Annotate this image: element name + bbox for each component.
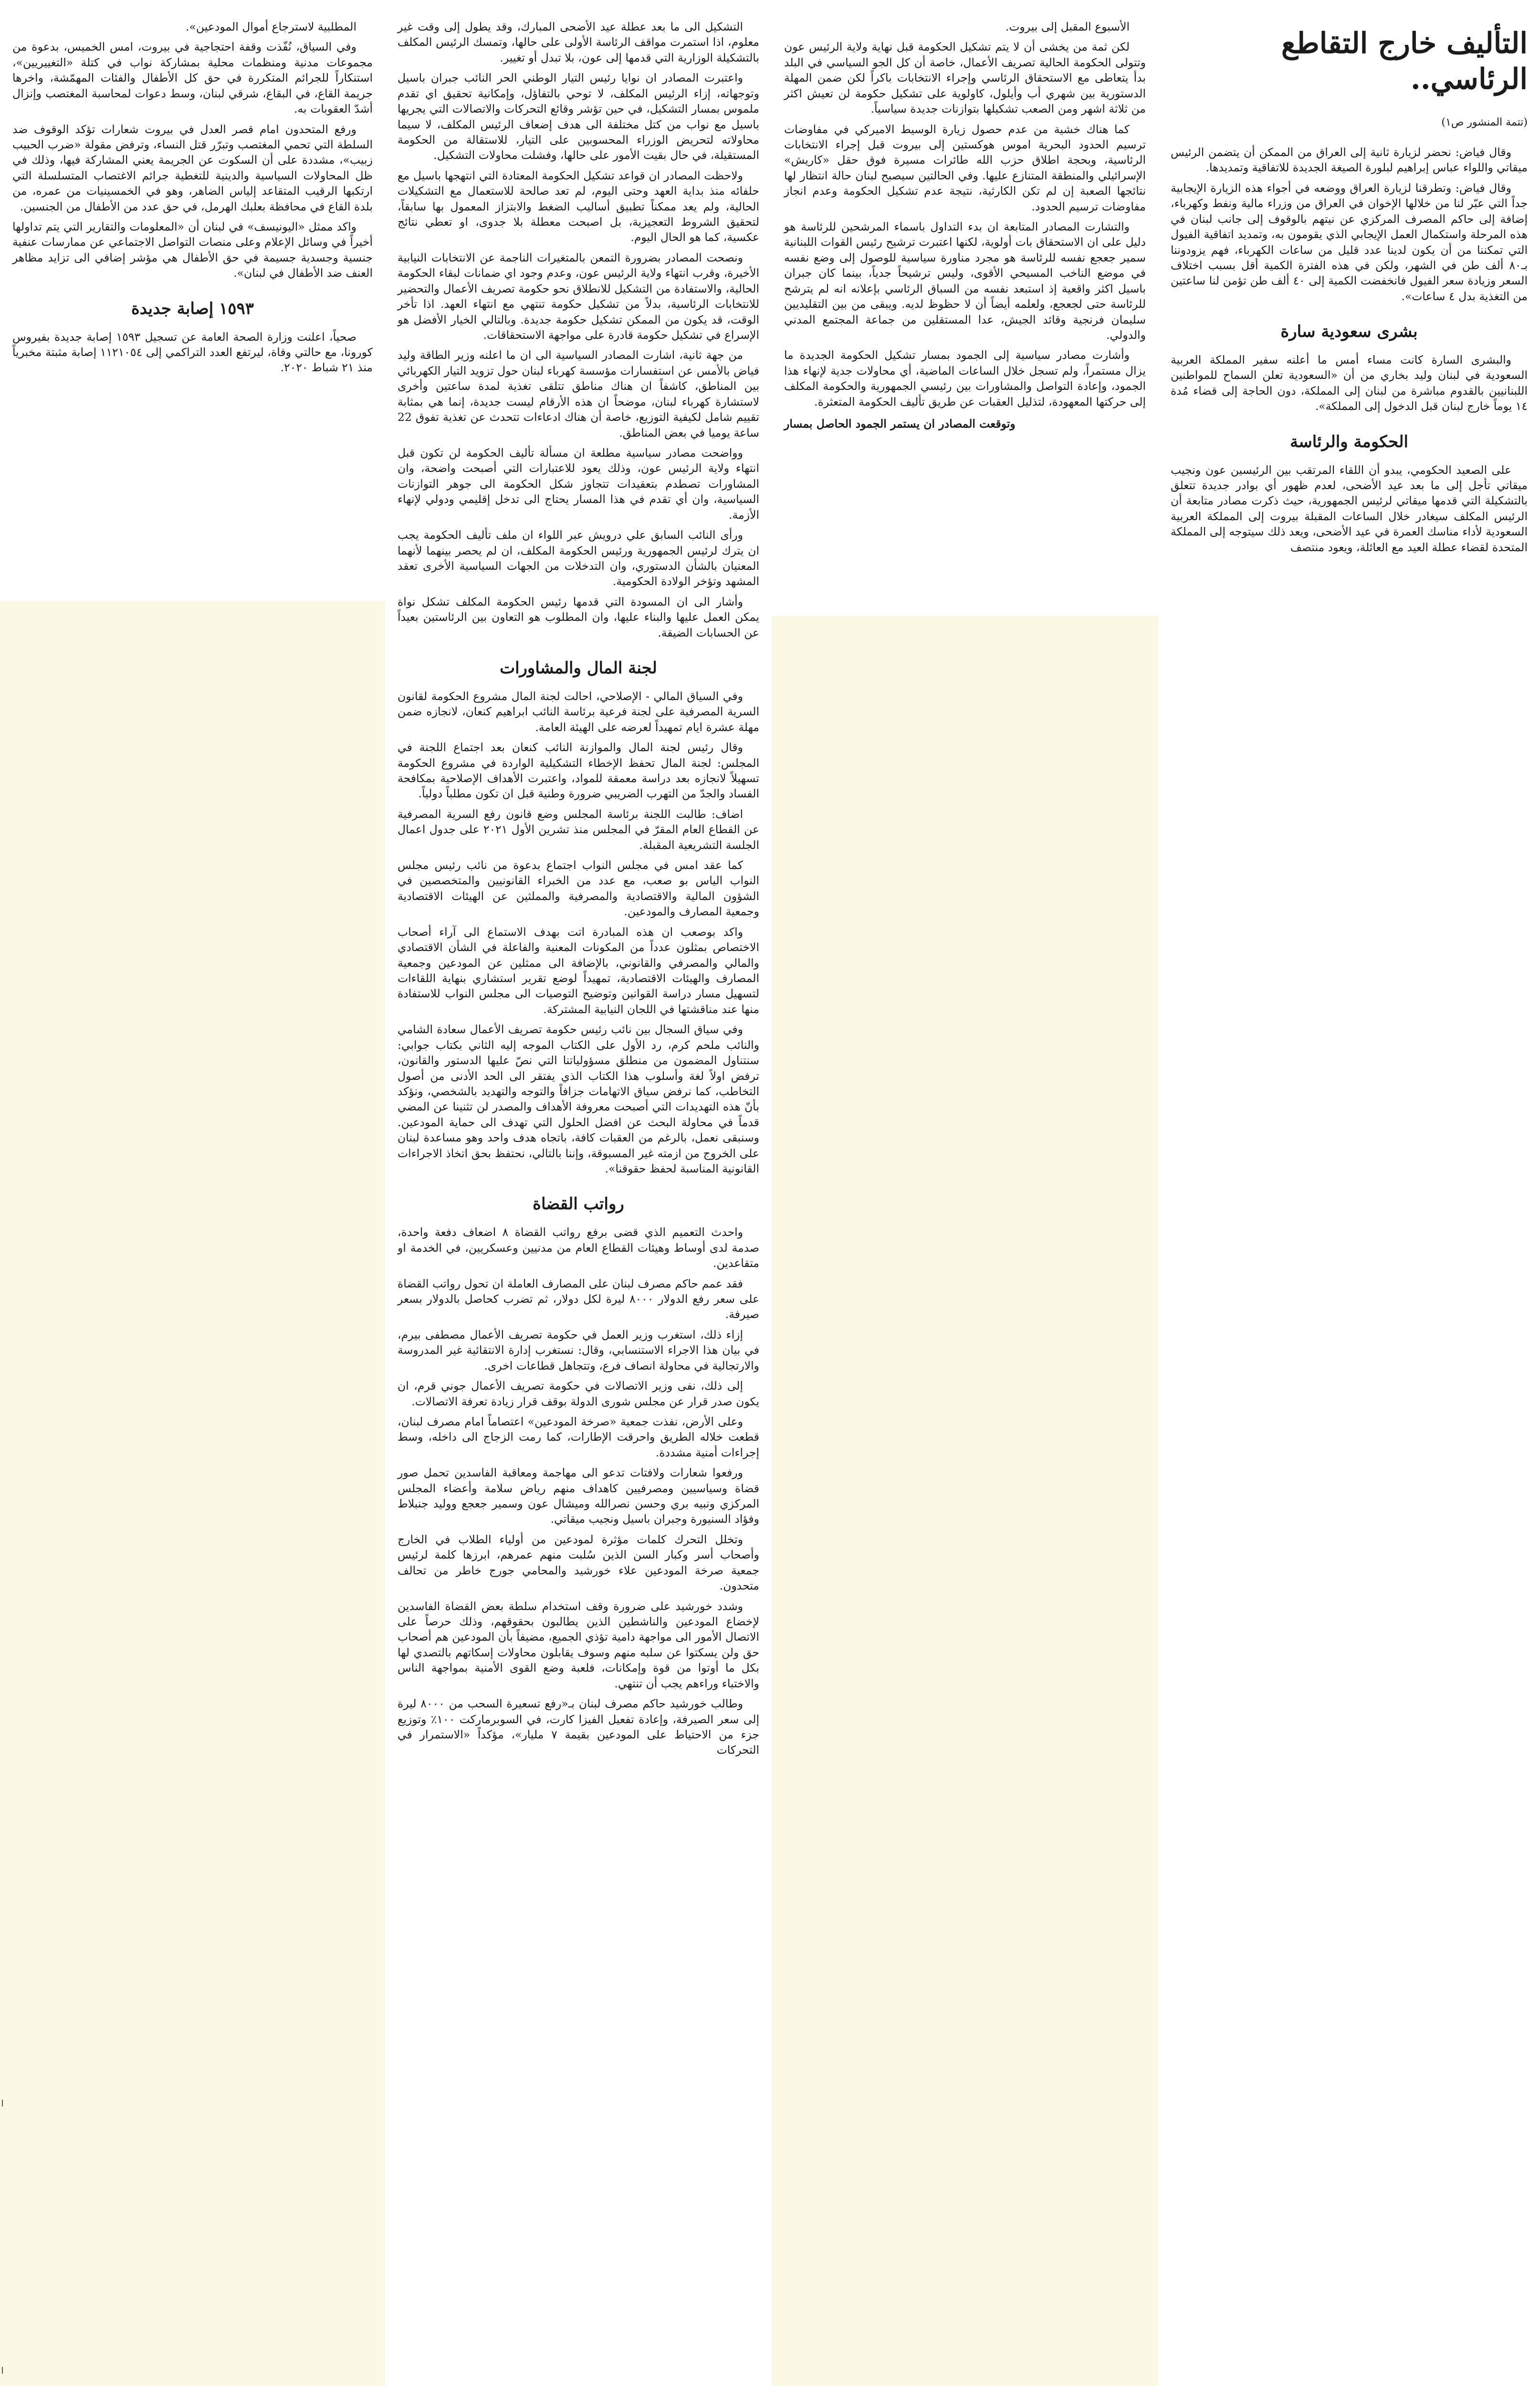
paragraph: وفي سياق السجال بين نائب رئيس حكومة تصريف الأعمال سعادة الشامي والنائب ملحم كرم، رد الأول على الكتاب الموجه إليه الثاني بكتاب جوابي: سنتناول المضمون من منطلق مسؤولياتنا التي نصّ عليها الدستور والقانون، ترفض اولاً لغة وأسلوب هذا الكتاب الذي يفتقر الى الحد الأدنى من أصول التخاطب، كما نرفض سياق الاتهامات جزافاً والتوجه والتهديد بالشخصي، ونؤكد بأنّ هذه التهديدات التي أصبحت معروفة الأهداف والمصدر لن تثنينا عن المضي قدماً في محاولة البحث عن افضل الحلول التي تهدف الى حماية المودعين. وسنبقى نعمل، بالرغم من العقبات كافة، باتجاه هدف واحد وهو مساعدة لبنان على الخروج من ازمته غير المسبوقة، وإننا بالتالي، نحتفظ بحق اتخاذ الاجراءات القانونية المناسبة لحفظ حقوقنا». [398,1023,759,1176]
paragraph: المطلبية لاسترجاع أموال المودعين». [186,20,356,33]
paragraph: كما هناك خشية من عدم حصول زيارة الوسيط الاميركي في مفاوضات ترسيم الحدود البحرية اموس هوكستين إلى بيروت قبل إجراء الانتخابات الرئاسية، وبحجة اطلاق حزب الله طائرات مسيرة فوق حقل «كاريش» الإسرائيلي والمنطقة المتنازع عليها. وفي الحالتين سيصبح لبنان حالة انتظار لها نتائجها الصعبة إن لم تكن الكارثية، نتيجة عدم تشكيل الحكومة وعدم انجاز مفاوضات ترسيم الحدود. [784,122,1146,213]
paragraph: وقال فياض: وتطرقنا لزيارة العراق ووضعه في أجواء هذه الزيارة الإيجابية جداً التي عبّر لنا من خلالها الإخوان في العراق من وزراء مالية ونفط وكهرباء، إضافة إلى حاكم المصرف المركزي عن نيتهم بالوقوف إلى جانب لبنان في هذه المرحلة واستكمال العمل الإيجابي الذي يقومون به، وتمديد اتفاقية الفيول التي تمكننا من أن يكون لدينا عدد قليل من ساعات الكهرباء، فهم يزودوننا بـ٨٠ ألف طن في الشهر، ولكن في هذه الفترة الكمية أقل بسبب اختلاف السعر وزيادة سعر الفيول فانخفضت الكمية إلى ٤٠ ألف طن تؤمن لنا ساعتين من التغذية بدل ٤ ساعات». [1171,181,1528,303]
margin-mark [2,2367,3,2374]
column-2 [772,0,1158,616]
margin-mark [2,2100,3,2106]
col1-body [1171,145,1528,304]
paragraph: لكن ثمة من يخشى أن لا يتم تشكيل الحكومة قبل نهاية ولاية الرئيس عون وتتولى الحكومة الحالية تصريف الأعمال، خاصة أن كل الجو السياسي في البلد بدأ يتعاطى مع الاستحقاق الرئاسي وإجراء الانتخابات باكراً لكن ضمن المهلة الدستورية بين شهري أب وأيلول، كاولوية على تشكيل حكومة لن تعيش اكثر من ثلاثة اشهر ومن الصعب تشكيلها بتوازنات جديدة سياسياً. [784,40,1146,116]
paragraph: واكد بوصعب ان هذه المبادرة اتت بهدف الاستماع الى آراء أصحاب الاختصاص بمثلون عدداً من المكونات المعنية والفاعلة في الشأن الاقتصادي والمالي والمصرفي والقانوني، بالإضافة الى ممثلين عن المودعين وجمعية المصارف والهيئات الاقتصادية، تمهيداً لوضع تقرير استشاري بنهاية اللقاءات لتسهيل مسار دراسة القوانين وتوضيح التوصيات الى مجلس النواب للاستفادة منها عند مناقشتها في اللجان النيابية المشتركة. [398,925,759,1016]
paragraph: وقال فياض: نحضر لزيارة ثانية إلى العراق من الممكن أن يتضمن الرئيس ميقاتي واللواء عباس إبراهيم لبلورة الصيغة الجديدة للاتفاقية وتمديدها. [1171,146,1528,175]
paragraph: وشدد خورشيد على ضرورة وقف استخدام سلطة بعض القضاة الفاسدين لإخضاع المودعين والناشطين الذين يطالبون بحقوقهم، وذلك حرصاً على الاتصال الأمور الى مواجهة دامية تؤذي الجميع، مضيفاً بأن المودعين هم أصحاب حق ولن يسكتوا عن سلبه منهم وسوف يقابلون محاولات إسكاتهم بالتصدي لها بكل ما أوتوا من قوة وإمكانات، فلعبة وضع القوى الأمنية بمواجهة الناس والاختباء وراءهم يجب أن تنتهي. [398,1599,759,1690]
paragraph: الأسبوع المقبل إلى بيروت. [1005,20,1130,33]
paragraph: وتخلل التحرك كلمات مؤثرة لمودعين من أولياء الطلاب في الخارج وأصحاب أسر وكبار السن الذين سُلبت منهم عمرهم، ابرزها كلمة لرئيس جمعية صرخة المودعين علاء خورشيد والمحامي جورج خاطر من تحالف متحدون. [398,1532,759,1593]
paragraph: وفي السياق، نُفّذت وقفة احتجاجية في بيروت، امس الخميس، بدعوة من مجموعات مدنية ومنظمات محلية بمشاركة نواب في كتلة «التغييريين»، استنكاراً للجرائم المتكررة في حق كل الأطفال والفئات المهمّشة، واخرها جريمة القاع، في البقاع، شرقي لبنان، وسط دعوات لمحاسبة المغتصب وإنزال أشدّ العقوبات به. [12,40,373,116]
continued-note: (تتمة المنشور ص١) [1441,116,1528,128]
paragraph: التشكيل الى ما بعد عطلة عيد الأضحى المبارك، وقد يطول إلى وقت غير معلوم، اذا استمرت مواقف الرئاسة الأولى على حالها، وتمسك الرئيس المكلف بالتشكيلة الوزارية التي قدمها إلى عون، بلا تبدل أو تغيير. [398,20,759,64]
paragraph: ولاحظت المصادر ان قواعد تشكيل الحكومة المعتادة التي انتهجها باسيل مع حلفائه منذ بداية العهد وحتى اليوم، لم تعد صالحة للاستعمال مع التشكيلات الحالية، ولم يعد ممكناً تطبيق أساليب الضغط والابتزاز المعمول بها سابقاً، لتحقيق الشروط التعجيزية، بل اصبحت معطلة بلا جدوى، او تعطي نتائج عكسية، كما هو الحال اليوم. [398,168,759,244]
paragraph: صحياً، اعلنت وزارة الصحة العامة عن تسجيل ١٥٩٣ إصابة جديدة بفيروس كورونا، مع حالتي وفاة، ليرتفع العدد التراكمي إلى ١١٢١٠٥٤ إصابة مثبتة مخبرياً منذ ٢١ شباط ٢٠٢٠. [12,330,373,375]
paragraph: وقال رئيس لجنة المال والموازنة النائب كنعان بعد اجتماع اللجنة في المجلس: لجنة المال تحفظ الإخطاء التشكيلية الواردة في مشروع الحكومة تسهيلاً لانجازه بعد دراسة معمقة للمواد، واعتبرت الأهداف الإصلاحية بمكافحة الفساد والجدّ من التهرب الضريبي ضرورة وطنية قبل ان تكون مطلباً دولياً. [398,741,759,801]
paragraph: إزاء ذلك، استغرب وزير العمل في حكومة تصريف الأعمال مصطفى بيرم، في بيان هذا الاجراء الاستنسابي، وقال: نستغرب إدارة الانتقائية غير المدروسة والارتجالية في محاولة انصاف فرع، وتتجاهل قطاعات اخرى. [398,1328,759,1372]
paragraph: والتشارت المصادر المتابعة ان بدء التداول باسماء المرشحين للرئاسة هو دليل على ان الاستحقاق بات أولوية، لكنها اعتبرت ترشيح رئيس القوات اللبنانية سمير جعجع نفسه للرئاسة هو مجرد مناورة سياسية للوصول إلى وضع نفسه في موضع الناخب المسيحي الأقوى، وليس ترشيحاً جدياً، بينما كان جبران باسيل اكثر واقعية إذ استبعد نفسه من السباق الرئاسي بإعلانه انه لم يترشح للرئاسة حتى لجعجع، ولعلمه أيضاً أن لا حظوظ لديه. ويبقى من بين التقليديين سليمان فرنجية وقائد الجيش، عدا المستقلين من جماعة المجتمع المدني والدولي. [784,220,1146,342]
paragraph: وعلى الأرض، نفذت جمعية «صرخة المودعين» اعتصاماً امام مصرف لبنان، قطعت خلاله الطريق واحرقت الإطارات، كما رمت الزجاج الى داخله، وسط إجراءات أمنية مشددة. [398,1414,759,1459]
subheading: لجنة المال والمشاورات [500,659,657,678]
paragraph: وأشارت مصادر سياسية إلى الجمود بمسار تشكيل الحكومة الجديدة ما يزال مستمراً، ولم تسجل خلال الساعات الماضية، أي محاولات جدية لإنهاء هذا الجمود، وإعادة التواصل والمشاورات بين رئيسي الجمهورية والحكومة المكلف إلى حركتها المعهودة، لتذليل العقبات عن طريق تأليف الحكومة المتعثرة. [784,348,1146,408]
paragraph: على الصعيد الحكومي، يبدو أن اللقاء المرتقب بين الرئيسين عون ونجيب ميقاتي تأجل إلى ما بعد عيد الأضحى، لعدم ظهور أي بوادر جديدة تتعلق بالتشكيلة التي قدمها ميقاتي لرئيس الجمهورية، حيث ذكرت مصادر متابعة أن الرئيس المكلف سيغادر خلال الساعات المقبلة بيروت إلى المملكة العربية السعودية لأداء مناسك العمرة في عيد الأضحى، ويعد ذلك سيتوجه إلى المملكة المتحدة لقضاء عطلة العيد مع العائلة، ويعود منتصف [1171,463,1528,554]
subheading: رواتب القضاة [533,1194,624,1214]
paragraph: ورفعوا شعارات ولافتات تدعو الى مهاجمة ومعاقبة الفاسدين تحمل صور قضاة وسياسيين ومصرفيين كاهداف منهم رياض سلامة وأعضاء المجلس المركزي ونبيه بري وحسن نصرالله وميشال عون وسمير جعجع ووليد جنبلاط وفؤاد السنيورة وجبران باسيل ونجيب ميقاتي. [398,1466,759,1526]
paragraph: وطالب خورشيد حاكم مصرف لبنان بـ«رفع تسعيرة السحب من ٨٠٠٠ ليرة إلى سعر الصيرفة، وإعادة تفعيل الفيزا كارت، في السوبرماركت ١٠٠٪ وتوزيع جزء من الاحتياط على المودعين بقيمة ٧ مليار»، مؤكداً «الاستمرار في التحركات [398,1697,759,1757]
paragraph: واعتبرت المصادر ان نوايا رئيس التيار الوطني الحر النائب جبران باسيل وتوجهاته، إزاء الرئيس المكلف، لا توحي بالتفاؤل، وإمكانية تحقيق اي تقدم ملموس بمسار التشكيل، في حين تؤشر وقائع التحركات والاتصالات التي يجريها باسيل مع نواب من كتل مختلفة الى هدف إضعاف الرئيس المكلف، لا سيما محاولاته لتحريض الوزراء المحسوبين على التيار، للاستقالة من الحكومة المستقيلة، في حال بقيت الأمور على حالها، وفشلت محاولات التشكيل. [398,71,759,162]
paragraph: كما عقد امس في مجلس النواب اجتماع بدعوة من نائب رئيس مجلس النواب الياس بو صعب، مع عدد من الخبراء القانونيين والمتخصصين في الشؤون المالية والاقتصادية والمصرفية والمملثين عن الهيئات الاقتصادية وجمعية المصارف والمودعين. [398,858,759,919]
paragraph: واحدث التعميم الذي قضى برفع رواتب القضاة ٨ اضعاف دفعة واحدة، صدمة لدى أوساط وهيئات القطاع العام من مدنيين وعسكريين، في الخدمة او متقاعدين. [398,1225,759,1270]
column-4 [0,0,385,601]
paragraph: فقد عمم حاكم مصرف لبنان على المصارف العاملة ان تحول رواتب القضاة على سعر رفع الدولار ٨٠٠٠ ليرة لكل دولار، ثم تضرب كحاصل بالدولار بسعر صيرفة. [398,1277,760,1321]
subheading: بشرى سعودية سارة [1280,322,1418,342]
paragraph: وأشار الى ان المسودة التي قدمها رئيس الحكومة المكلف تشكل نواة يمكن العمل عليها والبناء عليها، وان المطلوب هو التعاون بين الرئاستين بعيداً عن الحسابات الضيقة. [398,595,759,639]
paragraph: واكد ممثل «اليونيسف» في لبنان أن «المعلومات والتقارير التي يتم تداولها أخيراً في وسائل الإعلام وعلى منصات التواصل الاجتماعي عن ممارسات عنفية جنسية وجسدية جسيمة في حق الأطفال هي مؤشر إضافي الى تزايد مظاهر العنف ضد الأطفال في لبنان». [12,220,373,280]
column-3 [385,0,772,2386]
paragraph: والبشرى السارة كانت مساء أمس ما أعلنه سفير المملكة العربية السعودية في لبنان وليد بخاري من أن «السعودية تعلن السماح للمواطنين اللبنانيين بالقدوم مباشرة من لبنان إلى المملكة، دون الحاجة إلى قضاء مُدة ١٤ يوماً خارج لبنان قبل الدخول إلى المملكة». [1171,353,1528,413]
subheading: ١٥٩٣ إصابة جديدة [131,299,254,318]
paragraph: إلى ذلك، نفى وزير الاتصالات في حكومة تصريف الأعمال جوني قرم، ان يكون صدر قرار عن مجلس شورى الدولة بوقف قرار زيادة تعرفة الاتصالات. [398,1379,759,1408]
paragraph: ورأى النائب السابق علي درويش عبر اللواء ان ملف تأليف الحكومة يجب ان يترك لرئيس الجمهورية ورئيس الحكومة المكلف، ان لم يحصر بينهما لأنهما المعنيان بالشأن الدستوري، وان التدخلات من الجهات السياسية الأخرى تعقد المشهد وتؤخر الولادة الحكومية. [398,528,759,588]
paragraph: وفي السياق المالي - الإصلاحي، احالت لجنة المال مشروع الحكومة لقانون السرية المصرفية على لجنة فرعية برئاسة النائب ابراهيم كنعان، لانجازه ضمن مهلة عشرة ايام تمهيداً لعرضه على الهيئة العامة. [398,689,759,734]
continuation-line: وتوقعت المصادر ان يستمر الجمود الحاصل بمسار [784,417,1016,431]
paragraph: ورفع المتحدون امام قصر العدل في بيروت شعارات تؤكد الوقوف ضد السلطة التي تحمي المغتصب وتبرّر قتل النساء، وترفض مقولة «ضرب الحبيب زبيب»، مشددة على أن السكوت عن الجريمة يعني المشاركة فيها، وذلك في ظل المحاولات السياسية والدينية للتغطية جرائم الاغتصاب المتسلسلة التي ارتكبها الرقيب المتقاعد إلياس الضاهر، وهو في الخمسينيات من عمره، من بلدة القاع في محافظة بعلبك الهرمل، في حق عدد من الأطفال من الجنسين. [12,122,373,213]
paragraph: وواضحت مصادر سياسية مطلعة ان مسألة تأليف الحكومة لن تكون قبل انتهاء ولاية الرئيس عون، وذلك يعود للاعتبارات التي أصبحت واضحة، وان المشاورات تصطدم بتعقيدات تتجاوز شكل الحكومة الى جوهر التوازنات السياسية، وان أي تقدم في هذا المسار يحتاج الى تدخل إقليمي ودولي لإنهاء الأزمة. [398,446,759,522]
paragraph: من جهة ثانية، اشارت المصادر السياسية الى ان ما اعلنه وزير الطاقة وليد فياض بالأمس عن استفسارات مؤسسة كهرباء لبنان حول تزويد التيار الكهربائي بين المناطق، كاشفاً ان هناك مناطق تتلقى تغذية لمدة ساعتين وأخرى لاستشارة كهرباء لبنان، موضحاً ان هذه الأرقام ليست جديدة، إنما هي بمثابة تقييم شامل لكيفية التوزيع، خاصة أن هناك ادعاءات تتحدث عن تغذية تفوق 22 ساعة يوميا في بعض المناطق. [398,348,759,440]
column-1 [1158,0,1540,2386]
headline: التأليف خارج التقاطع الرئاسي.. [1281,27,1528,96]
subheading: الحكومة والرئاسة [1290,432,1408,451]
paragraph: اضاف: طالبت اللجنة برئاسة المجلس وضع قانون رفع السرية المصرفية عن القطاع العام المقرّ في المجلس منذ تشرين الأول ٢٠٢١ على جدول اعمال الجلسة التشريعية المقبلة. [398,807,759,852]
paragraph: ونصحت المصادر بضرورة التمعن بالمتغيرات الناجمة عن الانتخابات النيابية الأخيرة، وقرب انتهاء ولاية الرئيس عون، وعدم وجود اي ضمانات لبقاء الحكومة الحالية، والاستفادة من التشكيل للانطلاق نحو حكومة تصريف الأعمال والتحضير للانتخابات الرئاسية، بدلاً من تشكيل حكومة تنتهي مع انتهاء العهد. اذا تأخر الوقت، قد يكون من الممكن تشكيل حكومة جديدة. وبالتالي الخيار الأفضل هو الإسراع في تشكيل حكومة قادرة على مواجهة الاستحقاقات. [398,251,759,342]
